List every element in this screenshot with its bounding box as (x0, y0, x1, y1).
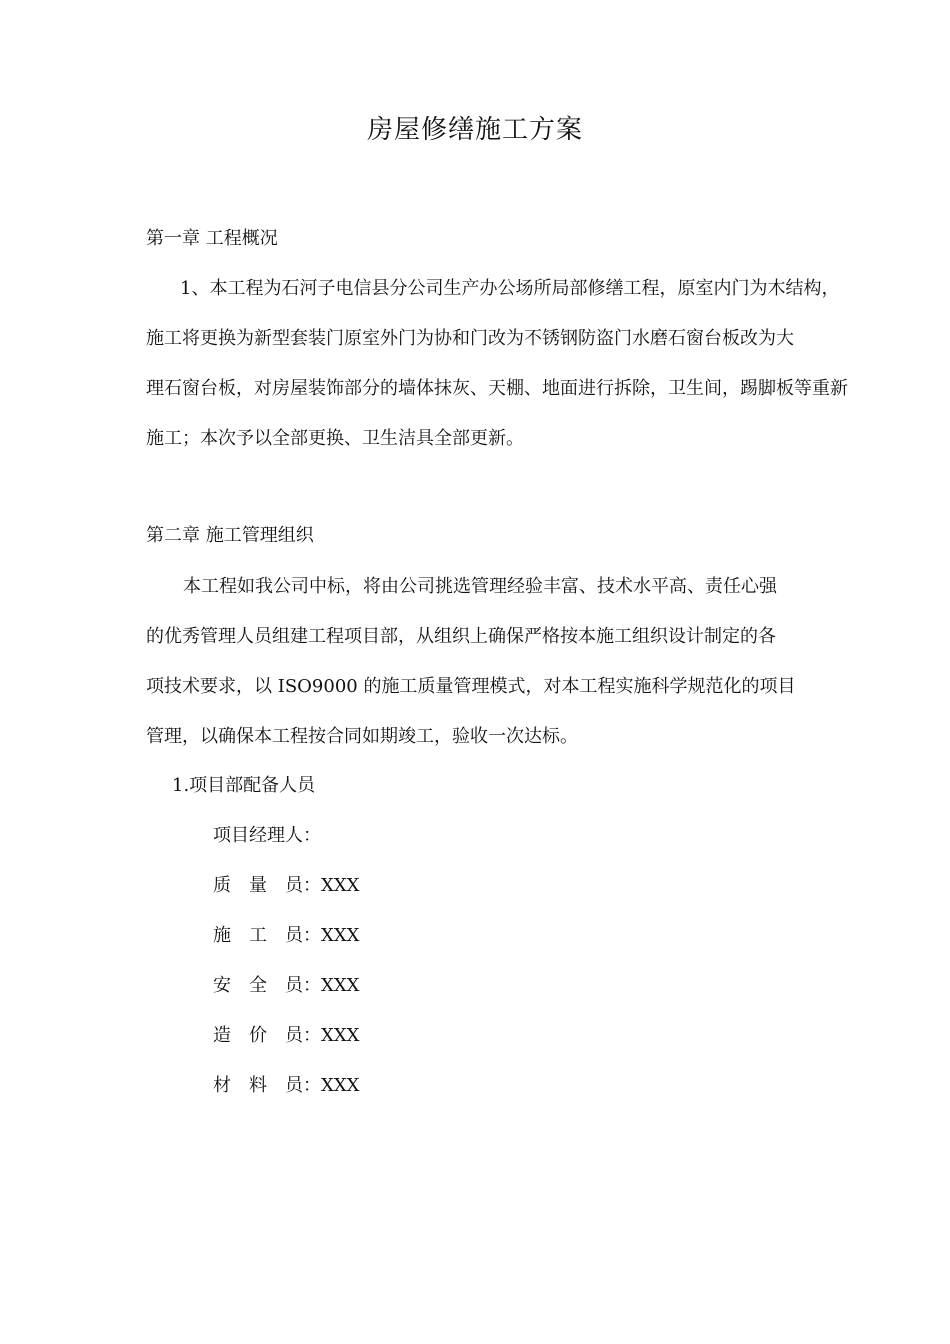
chapter2-line-2: 的优秀管理人员组建工程项目部，从组织上确保严格按本施工组织设计制定的各 (146, 626, 776, 647)
chapter1-line-4: 施工；本次予以全部更换、卫生洁具全部更新。 (146, 428, 524, 449)
chapter2-line-4: 管理，以确保本工程按合同如期竣工，验收一次达标。 (146, 726, 578, 747)
document-title: 房屋修缮施工方案 (366, 115, 583, 145)
staff-item-construction: 施 工 员：XXX (213, 925, 360, 946)
section-heading-staffing: 1.项目部配备人员 (172, 775, 316, 796)
chapter1-line-1: 1、本工程为石河子电信县分公司生产办公场所局部修缮工程，原室内门为木结构， (180, 278, 840, 299)
chapter2-line-1: 本工程如我公司中标，将由公司挑选管理经验丰富、技术水平高、责任心强 (183, 576, 777, 597)
chapter1-line-2: 施工将更换为新型套装门原室外门为协和门改为不锈钢防盗门水磨石窗台板改为大 (146, 328, 794, 349)
staff-item-cost: 造 价 员：XXX (213, 1025, 360, 1046)
chapter1-line-3: 理石窗台板，对房屋装饰部分的墙体抹灰、天棚、地面进行拆除，卫生间，踢脚板等重新 (146, 378, 848, 399)
staff-item-materials: 材 料 员：XXX (213, 1075, 360, 1096)
staff-item-safety: 安 全 员：XXX (213, 975, 360, 996)
chapter2-heading: 第二章 施工管理组织 (146, 525, 314, 546)
chapter2-line-3: 项技术要求，以 ISO9000 的施工质量管理模式，对本工程实施科学规范化的项目 (146, 676, 796, 697)
chapter1-heading: 第一章 工程概况 (146, 228, 278, 249)
staff-item-quality: 质 量 员：XXX (213, 875, 360, 896)
staff-item-project-manager: 项目经理人： (213, 825, 321, 846)
